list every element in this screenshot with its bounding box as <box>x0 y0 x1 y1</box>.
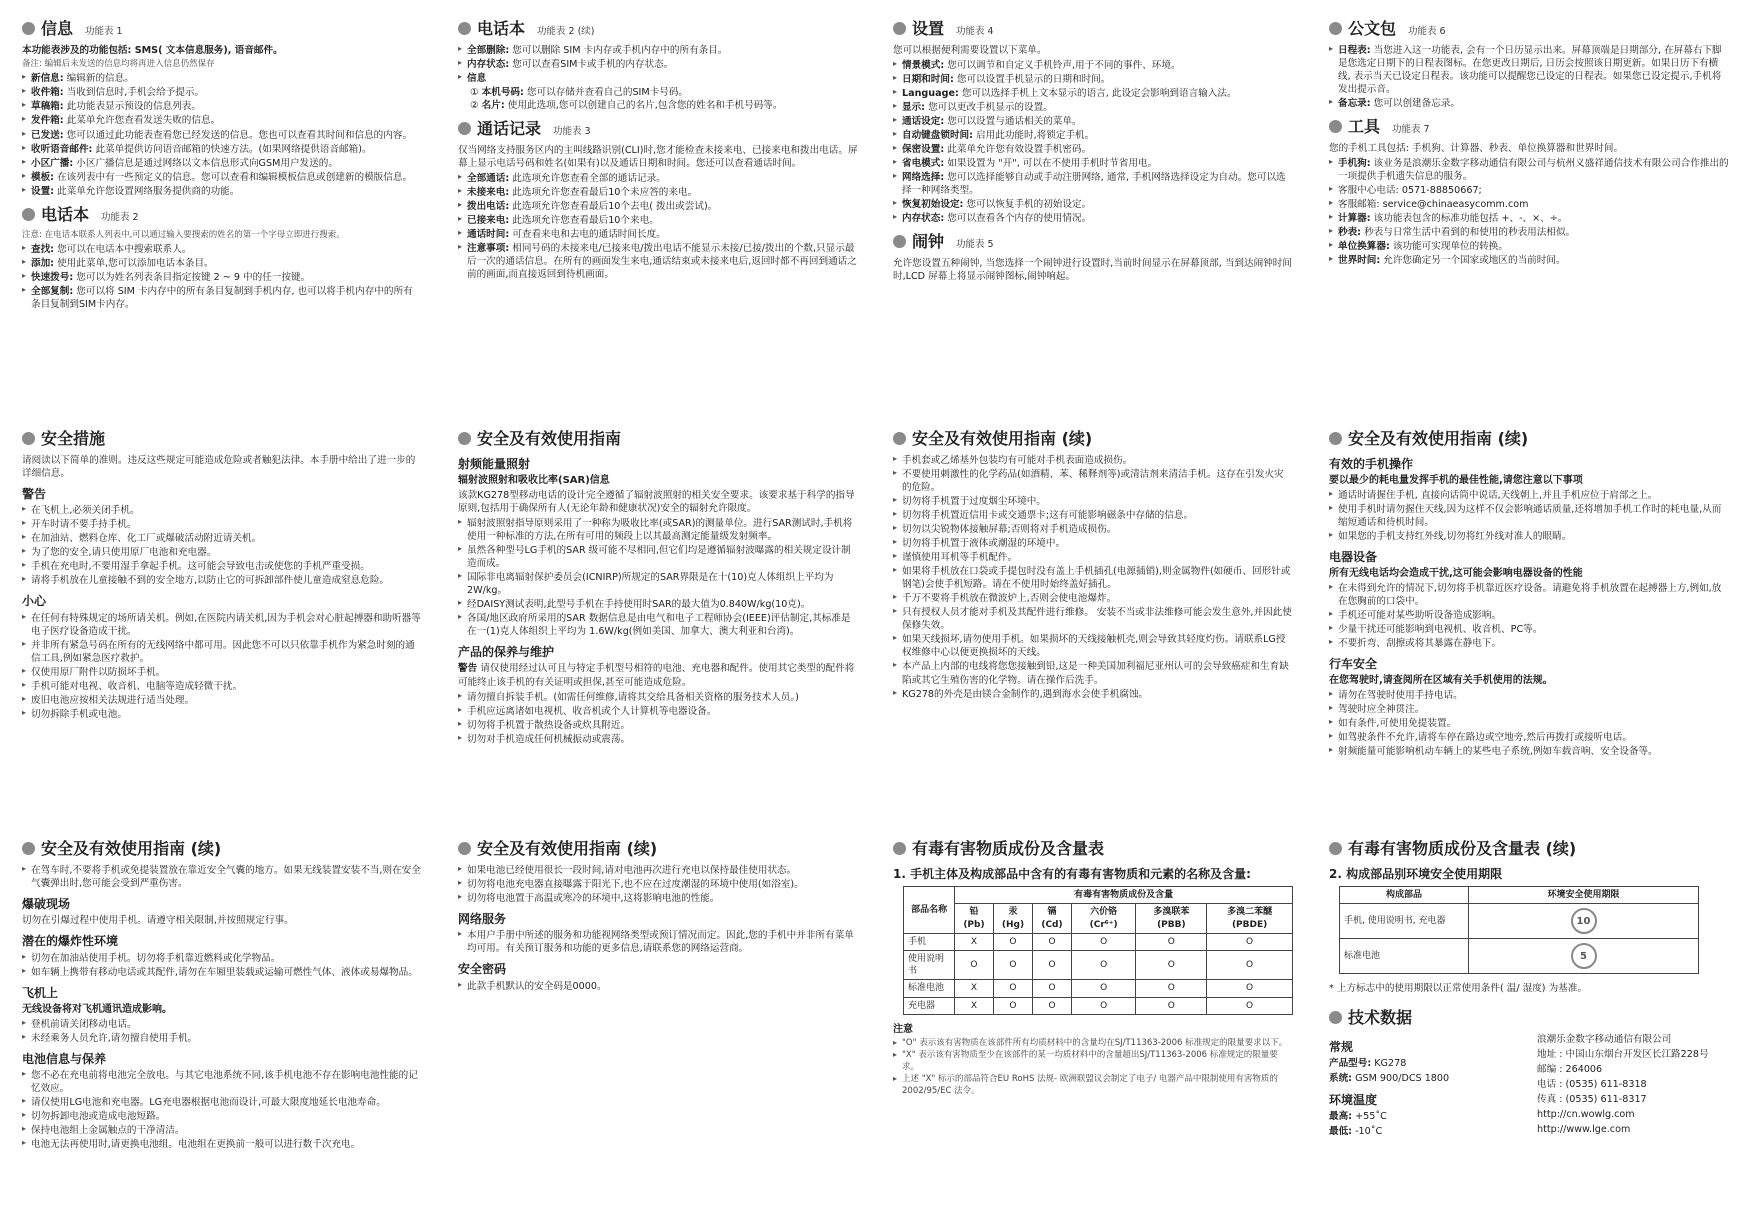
sub-list-item: ① 本机号码: 您可以存储并查看自己的SIM卡号码。 <box>470 86 689 98</box>
note-text: * 上方标志中的使用期限以正常使用条件( 温/ 湿度) 为基准。 <box>1329 983 1587 995</box>
section-title: 有毒有害物质成份及含量表 (续) <box>1348 839 1577 858</box>
section-title: 公文包 <box>1348 19 1397 38</box>
list-item: ▸ 计算器: 该功能表包含的标准功能包括 +、-、×、÷。 <box>1329 212 1729 225</box>
section-subtitle: 功能表 2 (续) <box>537 26 595 37</box>
table-cell: O <box>1033 951 1072 980</box>
section-settings <box>893 18 1293 225</box>
table-header: 环境安全使用期限 <box>1469 887 1699 904</box>
spec-model: 产品型号: KG278 <box>1329 1058 1407 1070</box>
list-item: ▸ 不要折弯、刮擦或将其暴露在静电下。 <box>1329 637 1729 650</box>
list-item: ▸ 请勿擅自拆装手机。(如需任何维修,请将其交给具备相关资格的服务技术人员。) <box>458 691 858 704</box>
panel-r1c2 <box>458 18 858 287</box>
section-title: 安全及有效使用指南 (续) <box>1348 429 1529 448</box>
recycle-period-icon: 5 <box>1571 943 1597 969</box>
list-item: ▸ 日程表: 当您进入这一功能表, 会有一个日历显示出来。屏幕顶端是日期部分, 在屏幕右下脚是您选定日期下的日程表图标。在您更改日期后, 日历会按照该日期更新。如果日历下有横线, 表示当天已设定日程表。该功能可以提醒您已设定的日程表。如果您已设定提示,手机将发出提示音。 <box>1329 44 1729 96</box>
list-item: ▸ 并非所有紧急号码在所有的无线网络中都可用。因此您不可以只依靠手机作为紧急时刻的通信工具,例如紧急医疗救护。 <box>22 639 422 665</box>
list-item: ▸ 在飞机上,必须关闭手机。 <box>22 504 422 517</box>
section-title: 电话本 <box>41 204 90 224</box>
subheading: 在您驾驶时,请查阅所在区域有关手机使用的法规。 <box>1329 675 1553 687</box>
section-bullet-icon <box>893 842 906 855</box>
item-list <box>458 172 858 281</box>
list-item: ▸ 千万不要将手机放在微波炉上,否则会使电池爆炸。 <box>893 592 1293 605</box>
table-row <box>904 951 1293 980</box>
section-call-log <box>458 118 858 281</box>
heading: 飞机上 <box>22 985 59 1000</box>
list-item: ▸ 切勿将手机置于液体或潮湿的环境中。 <box>893 537 1293 550</box>
intro-text: 本功能表涉及的功能包括: SMS( 文本信息服务), 语音邮件。 <box>22 44 283 56</box>
table-cell: O <box>1071 933 1136 950</box>
section-bullet-icon <box>22 22 35 35</box>
section-bullet-icon <box>22 432 35 445</box>
table-cell: 手机, 使用说明书, 充电器 <box>1340 904 1469 939</box>
list-item: ▸ 本用户手册中所述的服务和功能视网络类型或预订情况而定。因此,您的手机中并非所有菜单均可用。有关预订服务和功能的更多信息,请联系您的网络运营商。 <box>458 929 858 955</box>
company-line: 地址 : 中国山东烟台开发区长江路228号 <box>1537 1049 1709 1061</box>
table-cell: O <box>1207 933 1293 950</box>
table-cell: X <box>955 980 994 997</box>
section-title: 通话记录 <box>477 118 542 138</box>
list-item: ▸ 使用手机时请勿握住天线,因为这样不仅会影响通话质量,还将增加手机工作时的耗电量,从而缩短通话和待机时间。 <box>1329 503 1729 529</box>
section-bullet-icon <box>22 208 35 221</box>
heading: 射频能量照射 <box>458 456 531 471</box>
section-subtitle: 功能表 2 <box>101 211 139 223</box>
list-item: ▸ 切勿拆除手机或电池。 <box>22 708 422 721</box>
list-item: ▸ 情景模式: 您可以调节和自定义手机铃声,用于不同的事件、环境。 <box>893 59 1293 72</box>
section-subtitle: 功能表 7 <box>1392 123 1430 135</box>
list-item: ▸ 手机可能对电视、收音机、电脑等造成轻微干扰。 <box>22 680 422 693</box>
list-item: ▸ 新信息: 编辑新的信息。 <box>22 72 422 85</box>
subheading: 要以最少的耗电量发挥手机的最佳性能,请您注意以下事项 <box>1329 475 1583 487</box>
heading: 常规 <box>1329 1040 1354 1055</box>
list-item: ▸ 收件箱: 当收到信息时,手机会给予提示。 <box>22 86 422 99</box>
list-item: ▸ 手机应远离诸如电视机、收音机或个人计算机等电器设备。 <box>458 705 858 718</box>
paragraph: 切勿在引爆过程中使用手机。请遵守相关限制,并按照规定行事。 <box>22 915 294 927</box>
table-header: 有毒有害物质成份及含量 <box>955 887 1293 904</box>
table-header: 六价铬 (Cr⁶⁺) <box>1071 904 1136 933</box>
list-item: ▸ 如果天线损坏,请勿使用手机。如果损坏的天线接触机壳,则会导致其轻度灼伤。请联系LG授权维修中心以便更换损坏的天线。 <box>893 633 1293 659</box>
table-cell: O <box>993 933 1032 950</box>
item-list <box>458 517 858 638</box>
table-cell <box>1469 939 1699 974</box>
subheading: 所有无线电话均会造成干扰,这可能会影响电器设备的性能 <box>1329 568 1583 580</box>
section-title: 工具 <box>1348 116 1381 136</box>
section-bullet-icon <box>1329 842 1342 855</box>
list-item: ▸ 本产品上内部的电线将您您接触到铅,这是一种美国加利福尼亚州认可的会导致癌症和生育缺陷或其它生殖伤害的化学物。请在操作后洗手。 <box>893 660 1293 686</box>
item-list <box>22 504 422 587</box>
heading: 产品的保养与维护 <box>458 645 555 660</box>
list-item: ▸ 如车辆上携带有移动电话或其配件,请勿在车厢里装载或运输可燃性气体、液体或易爆物品。 <box>22 966 422 979</box>
note-list <box>893 1038 1293 1098</box>
heading: 行车安全 <box>1329 656 1378 671</box>
list-item: ▸ 在未得到允许的情况下,切勿将手机靠近医疗设备。请避免将手机放置在起搏器上方,例如,放在您胸前的口袋中。 <box>1329 582 1729 608</box>
list-item: ▸ 模板: 在该列表中有一些预定义的信息。您可以查看和编辑模板信息或创建新的模版信息。 <box>22 171 422 184</box>
table-cell <box>1469 904 1699 939</box>
table-cell: O <box>1136 997 1207 1014</box>
item-list <box>893 59 1293 226</box>
list-item: ▸ 切勿以尖锐物体接触屏幕;否则将对手机造成损伤。 <box>893 523 1293 536</box>
section-subtitle: 功能表 6 <box>1408 26 1446 37</box>
table-cell: O <box>1207 951 1293 980</box>
table-header: 部品名称 <box>904 887 955 934</box>
list-item: ▸ 内存状态: 您可以查看SIM卡或手机的内存状态。 <box>458 58 858 71</box>
company-info <box>1537 1033 1729 1140</box>
table-header: 多溴二苯醚(PBDE) <box>1207 904 1293 933</box>
list-item: ▸ 备忘录: 您可以创建备忘录。 <box>1329 97 1729 110</box>
list-item: ▸ 辐射波照射指导原则采用了一种称为吸收比率(或SAR)的测量单位。进行SAR测试时,手机将使用一种标准的方法,在所有可用的频段上以其最高测定能量级发射频率。 <box>458 517 858 543</box>
heading: 电器设备 <box>1329 549 1378 564</box>
list-item: ▸ 在加油站、燃料仓库、化工厂或爆破活动附近请关机。 <box>22 532 422 545</box>
table-row <box>904 980 1293 997</box>
list-item: ▸ 切勿将手机置近信用卡或交通票卡;这有可能影响磁条中存储的信息。 <box>893 509 1293 522</box>
section-subtitle: 功能表 4 <box>956 26 994 37</box>
list-item: ▸ 废旧电池应按相关法规进行适当处理。 <box>22 694 422 707</box>
paragraph: 警告 请仅使用经过认可且与特定手机型号相符的电池、充电器和配件。使用其它类型的配件将可能终止该手机的有关证明或担保,甚至可能造成危险。 <box>458 663 855 688</box>
item-list <box>458 691 858 746</box>
section-phonebook <box>22 204 422 312</box>
heading: 小心 <box>22 594 47 609</box>
list-item: ▸ 显示: 您可以更改手机显示的设置。 <box>893 101 1293 114</box>
list-item: ▸ 通话设定: 您可以设置与通话相关的菜单。 <box>893 115 1293 128</box>
list-item: ▸ 已发送: 您可以通过此功能表查看您已经发送的信息。您也可以查看其时间和信息的内容。 <box>22 129 422 142</box>
table-cell: 标准电池 <box>904 980 955 997</box>
heading: 网络服务 <box>458 911 507 926</box>
panel-r3c2 <box>458 838 858 994</box>
table-cell: 使用说明书 <box>904 951 955 980</box>
list-item: ▸ 保持电池组上金属触点的干净清洁。 <box>22 1124 422 1137</box>
section-alarm <box>893 231 1293 283</box>
table-header: 汞(Hg) <box>993 904 1032 933</box>
heading: 爆破现场 <box>22 896 71 911</box>
list-item: ▸ 您不必在充电前将电池完全放电。与其它电池系统不同,该手机电池不存在影响电池性能的记忆效应。 <box>22 1069 422 1095</box>
sub-item-list <box>458 86 858 112</box>
section-title: 闹钟 <box>912 232 945 252</box>
list-item: ▸ 全部通话: 此选项允许您查看全部的通话记录。 <box>458 172 858 185</box>
panel-r2c1 <box>22 428 422 722</box>
list-item: ▸ 通话时间: 可查看来电和去电的通话时间长度。 <box>458 228 858 241</box>
list-item: ▸ 已接来电: 此选项允许您查看最后10个来电。 <box>458 214 858 227</box>
table-cell: O <box>993 951 1032 980</box>
tech-data <box>1329 1033 1729 1140</box>
panel-r1c3 <box>893 18 1293 289</box>
list-item: ▸ 全部删除: 您可以删除 SIM 卡内存或手机内存中的所有条目。 <box>458 44 858 57</box>
list-item: ▸ 添加: 使用此菜单,您可以添加电话本条目。 <box>22 257 422 270</box>
list-item: ▸ 手机在充电时,不要用湿手拿起手机。这可能会导致电击或使您的手机严重受损。 <box>22 560 422 573</box>
list-item: ▸ 收听语音邮件: 此菜单提供访问语音邮箱的快速方法。(如果网络提供语音邮箱)。 <box>22 143 422 156</box>
table-header: 镉(Cd) <box>1033 904 1072 933</box>
heading: 警告 <box>22 486 47 501</box>
table-cell: O <box>1136 933 1207 950</box>
list-item: ▸ 如驾驶条件不允许,请将车停在路边或空地旁,然后再拨打或接听电话。 <box>1329 731 1729 744</box>
table-header: 铅(Pb) <box>955 904 994 933</box>
spec-max-temp: 最高: +55˚C <box>1329 1110 1387 1122</box>
list-item: ▸ "X" 表示该有害物质至少在该部件的某一均质材料中的含量超出SJ/T11363-2006 标准规定的限量要求。 <box>893 1050 1293 1073</box>
subheading: 注意 <box>893 1023 913 1035</box>
list-item: ▸ KG278的外壳是由镁合金制作的,遇到海水会使手机腐蚀。 <box>893 688 1293 701</box>
paragraph: 该款KG278型移动电话的设计完全遵循了辐射波照射的相关安全要求。该要求基于科学的指导原则,包括用于确保所有人(无论年龄和健康状况)安全的辐射允许限度。 <box>458 489 855 514</box>
list-item: ▸ 登机前请关闭移动电话。 <box>22 1018 422 1031</box>
section-tools <box>1329 116 1729 267</box>
intro-text: 您可以根据便利需要设置以下菜单。 <box>893 44 1047 56</box>
list-item: ▸ 请将手机放在儿童接触不到的安全地方,以防止它的可拆卸部件使儿童造成窒息危险。 <box>22 574 422 587</box>
list-item: ▸ 内存状态: 您可以查看各个内存的使用情况。 <box>893 212 1293 225</box>
list-item: ▸ 快速拨号: 您可以为姓名列表条目指定按键 2 ~ 9 中的任一按键。 <box>22 271 422 284</box>
heading: 2. 构成部品别环境安全使用期限 <box>1329 866 1503 881</box>
list-item: ▸ 信息 <box>458 72 858 85</box>
heading: 电池信息与保养 <box>22 1051 107 1066</box>
intro-text: 允许您设置五种闹钟, 当您选择一个闹钟进行设置时,当前时间显示在屏幕顶部, 当到达闹钟时间时,LCD 屏幕上将显示闹钟图标,闹钟响起。 <box>893 258 1292 283</box>
section-title: 电话本 <box>477 19 526 38</box>
panel-r2c3 <box>893 428 1293 702</box>
table-cell: O <box>1033 980 1072 997</box>
list-item: ▸ 拨出电话: 此选项允许您查看最后10个去电( 拨出或尝试)。 <box>458 200 858 213</box>
section-title: 有毒有害物质成份及含量表 <box>912 839 1105 858</box>
list-item: ▸ 此款手机默认的安全码是0000。 <box>458 980 858 993</box>
table-cell: O <box>1071 997 1136 1014</box>
item-list <box>22 1069 422 1151</box>
section-bullet-icon <box>893 22 906 35</box>
section-title: 安全及有效使用指南 <box>477 429 622 448</box>
list-item: ▸ 自动键盘锁时间: 启用此功能时,将锁定手机。 <box>893 129 1293 142</box>
table-cell: O <box>955 951 994 980</box>
table-cell: 标准电池 <box>1340 939 1469 974</box>
recycle-period-icon: 10 <box>1571 908 1597 934</box>
section-briefcase <box>1329 18 1729 110</box>
list-item: ▸ 谨慎使用耳机等手机配件。 <box>893 551 1293 564</box>
company-line: 传真 : (0535) 611-8317 <box>1537 1094 1647 1106</box>
list-item: ▸ 切勿拆卸电池或造成电池短路。 <box>22 1110 422 1123</box>
panel-r2c2 <box>458 428 858 747</box>
item-list <box>458 980 858 993</box>
table-row <box>904 997 1293 1014</box>
item-list <box>1329 489 1729 543</box>
section-bullet-icon <box>893 235 906 248</box>
section-bullet-icon <box>1329 1011 1342 1024</box>
company-line: 邮编 : 264006 <box>1537 1064 1603 1076</box>
section-phonebook-cont <box>458 18 858 112</box>
section-bullet-icon <box>458 122 471 135</box>
list-item: ▸ 小区广播: 小区广播信息是通过网络以文本信息形式向GSM用户发送的。 <box>22 157 422 170</box>
panel-r2c4 <box>1329 428 1729 759</box>
table-cell: 手机 <box>904 933 955 950</box>
item-list <box>22 952 422 979</box>
section-title: 信息 <box>41 19 74 38</box>
section-bullet-icon <box>458 432 471 445</box>
table-cell: X <box>955 997 994 1014</box>
list-item: ▸ 网络选择: 您可以选择能够自动或手动注册网络, 通常, 手机网络选择设定为自动。您可以选择一种网络类型。 <box>893 171 1293 197</box>
env-period-table <box>1339 886 1699 974</box>
table-header: 构成部品 <box>1340 887 1469 904</box>
list-item: ▸ 请勿在驾驶时使用手持电话。 <box>1329 689 1729 702</box>
subheading: 无线设备将对飞机通讯造成影响。 <box>22 1003 172 1015</box>
list-item: ▸ 切勿将电池置于高温或寒冷的环境中,这将影响电池的性能。 <box>458 892 858 905</box>
list-item: ▸ 射频能量可能影响机动车辆上的某些电子系统,例如车载音响、安全设备等。 <box>1329 745 1729 758</box>
list-item: ▸ 客服中心电话: 0571-88850667; <box>1329 184 1729 197</box>
list-item: ▸ 驾驶时应全神贯注。 <box>1329 703 1729 716</box>
list-item: ▸ 未经乘务人员允许,请勿擅自使用手机。 <box>22 1032 422 1045</box>
list-item: ▸ 请仅使用LG电池和充电器。LG充电器根据电池而设计,可最大限度地延长电池寿命。 <box>22 1096 422 1109</box>
table-row <box>904 933 1293 950</box>
section-title: 技术数据 <box>1348 1008 1413 1028</box>
table-row <box>1340 939 1699 974</box>
item-list <box>893 454 1293 701</box>
list-item: ▸ 秒表: 秒表与日常生活中看到的和使用的秒表用法相似。 <box>1329 226 1729 239</box>
list-item: ▸ 少量干扰还可能影响到电视机、收音机、PC等。 <box>1329 623 1729 636</box>
heading: 有效的手机操作 <box>1329 456 1414 471</box>
list-item: ▸ 未接来电: 此选项允许您查看最后10个未应答的来电。 <box>458 186 858 199</box>
list-item: ▸ 虽然各种型号LG手机的SAR 级可能不尽相同,但它们均是遵循辐射波曝露的相关规定设计制造而成。 <box>458 544 858 570</box>
list-item: ▸ 切勿对手机造成任何机械振动或震荡。 <box>458 733 858 746</box>
section-title: 安全措施 <box>41 429 106 448</box>
list-item: ▸ 切勿在加油站使用手机。切勿将手机靠近燃料或化学物品。 <box>22 952 422 965</box>
company-line: 电话 : (0535) 611-8318 <box>1537 1079 1647 1091</box>
table-cell: O <box>1136 980 1207 997</box>
toxic-substance-table <box>903 886 1293 1015</box>
list-item: ▸ 上述 "X" 标示的部品符合EU RoHS 法规- 欧洲联盟议会制定了电子/ 电器产品中限制使用有害物质的2002/95/EC 法令。 <box>893 1074 1293 1097</box>
heading: 1. 手机主体及构成部品中含有的有毒有害物质和元素的名称及含量: <box>893 866 1251 881</box>
section-title: 设置 <box>912 19 945 38</box>
list-item: ▸ 发件箱: 此菜单允许您查看发送失败的信息。 <box>22 114 422 127</box>
list-item: ▸ Language: 您可以选择手机上文本显示的语言, 此设定会影响到语言输入法。 <box>893 87 1293 100</box>
panel-r3c3 <box>893 838 1293 1098</box>
panel-r3c4 <box>1329 838 1729 1140</box>
list-item: ▸ 手机狗: 该业务是浪潮乐金数字移动通信有限公司与杭州义盛祥通信技术有限公司合作推出的一项提供手机遗失信息的服务。 <box>1329 157 1729 183</box>
item-list <box>458 929 858 955</box>
item-list <box>22 864 422 890</box>
list-item: ▸ 草稿箱: 此功能表显示预设的信息列表。 <box>22 100 422 113</box>
section-subtitle: 功能表 1 <box>85 26 123 37</box>
item-list <box>1329 582 1729 650</box>
list-item: ▸ 保密设置: 此菜单允许您有效设置手机密码。 <box>893 143 1293 156</box>
table-row <box>1340 904 1699 939</box>
table-cell: O <box>1207 997 1293 1014</box>
section-bullet-icon <box>22 842 35 855</box>
item-list <box>458 44 858 85</box>
list-item: ▸ 全部复制: 您可以将 SIM 卡内存中的所有条目复制到手机内存, 也可以将手机内存中的所有条目复制到SIM卡内存。 <box>22 285 422 311</box>
table-cell: 充电器 <box>904 997 955 1014</box>
list-item: ▸ 如果电池已经使用很长一段时间,请对电池再次进行充电以保持最佳使用状态。 <box>458 864 858 877</box>
list-item: ▸ 客服邮箱: service@chinaeasycomm.com <box>1329 198 1729 211</box>
list-item: ▸ 恢复初始设定: 您可以恢复手机的初始设定。 <box>893 198 1293 211</box>
list-item: ▸ 只有授权人员才能对手机及其配件进行维修。 安装不当或非法维修可能会发生意外,并因此使保修失效。 <box>893 606 1293 632</box>
list-item: ▸ 为了您的安全,请只使用原厂电池和充电器。 <box>22 546 422 559</box>
subheading: 辐射波照射和吸收比率(SAR)信息 <box>458 475 610 487</box>
table-cell: O <box>1071 980 1136 997</box>
table-cell: O <box>1207 980 1293 997</box>
table-cell: O <box>1033 933 1072 950</box>
note-text: 注意: 在电话本联系人列表中,可以通过输入要搜索的姓名的第一个字母立即进行搜索。 <box>22 229 345 240</box>
list-item: ▸ 如有条件,可使用免提装置。 <box>1329 717 1729 730</box>
section-title: 安全及有效使用指南 (续) <box>477 839 658 858</box>
intro-text: 仅当网络支持服务区内的主叫线路识别(CLI)时,您才能检查未接来电、已接来电和拨出电话。屏幕上显示电话号码和姓名(如果有)以及通话日期和时间。您还可以查看通话时间。 <box>458 144 858 169</box>
section-bullet-icon <box>1329 432 1342 445</box>
item-list <box>22 1018 422 1045</box>
section-bullet-icon <box>1329 120 1342 133</box>
section-title: 安全及有效使用指南 (续) <box>41 839 222 858</box>
panel-r1c4 <box>1329 18 1729 273</box>
company-line: http://www.lge.com <box>1537 1124 1631 1136</box>
list-item: ▸ 切勿将电池充电器直接曝露于阳光下,也不应在过度潮湿的环境中使用(如浴室)。 <box>458 878 858 891</box>
section-subtitle: 功能表 5 <box>956 239 994 251</box>
spec-system: 系统: GSM 900/DCS 1800 <box>1329 1073 1450 1085</box>
intro-text: 您的手机工具包括: 手机狗、计算器、秒表、单位换算器和世界时间。 <box>1329 142 1624 154</box>
list-item: ▸ 设置: 此菜单允许您设置网络服务提供商的功能。 <box>22 185 422 198</box>
heading: 潜在的爆炸性环境 <box>22 934 119 949</box>
item-list <box>22 612 422 721</box>
table-cell: O <box>1071 951 1136 980</box>
heading: 安全密码 <box>458 962 507 977</box>
section-messages <box>22 18 422 198</box>
table-cell: X <box>955 933 994 950</box>
list-item: ▸ 国际非电离辐射保护委员会(ICNIRP)所规定的SAR界限是在十(10)克人体组织上平均为2W/kg。 <box>458 571 858 597</box>
list-item: ▸ 查找: 您可以在电话本中搜索联系人。 <box>22 243 422 256</box>
note-text: 备注: 编辑后未发送的信息均将再进入信息仍然保存 <box>22 58 215 69</box>
list-item: ▸ 单位换算器: 该功能可实现单位的转换。 <box>1329 240 1729 253</box>
item-list <box>458 864 858 905</box>
table-cell: O <box>993 980 1032 997</box>
company-line: 浪潮乐金数字移动通信有限公司 <box>1537 1034 1672 1046</box>
panel-r3c1 <box>22 838 422 1152</box>
list-item: ▸ 日期和时间: 您可以设置手机显示的日期和时间。 <box>893 73 1293 86</box>
section-bullet-icon <box>458 22 471 35</box>
item-list <box>1329 689 1729 758</box>
list-item: ▸ 省电模式: 如果设置为 "开", 可以在不使用手机时节省用电。 <box>893 157 1293 170</box>
section-bullet-icon <box>893 432 906 445</box>
list-item: ▸ 切勿将手机置于散热设备或炊具附近。 <box>458 719 858 732</box>
item-list <box>1329 157 1729 267</box>
list-item: ▸ 注意事项: 相同号码的未接来电/已接来电/拨出电话不能显示未接/已接/拨出的个数,只显示最后一次的通话信息。在所有的画面发生来电,通话结束或未接来电后,返回时都不再回到通话之前的画面,而直接返回到待机画面。 <box>458 242 858 281</box>
item-list <box>22 72 422 197</box>
list-item: ▸ 各国/地区政府所采用的SAR 数据信息是由电气和电子工程师协会(IEEE)评估制定,其标准是在一(1)克人体组织上平均为 1.6W/kg(例如美国、加拿大、澳大利亚和台湾)。 <box>458 612 858 638</box>
section-bullet-icon <box>458 842 471 855</box>
list-item: ▸ 仅使用原厂附件以防损坏手机。 <box>22 666 422 679</box>
heading: 环境温度 <box>1329 1092 1378 1107</box>
section-subtitle: 功能表 3 <box>553 125 591 137</box>
section-title: 安全及有效使用指南 (续) <box>912 429 1093 448</box>
list-item: ▸ 手机套或乙烯基外包装均有可能对手机表面造成损伤。 <box>893 454 1293 467</box>
list-item: ▸ "O" 表示该有害物质在该部件所有均质材料中的含量均在SJ/T11363-2006 标准规定的限量要求以下。 <box>893 1038 1293 1050</box>
intro-text: 请阅读以下简单的准则。违反这些规定可能造成危险或者触犯法律。本手册中给出了进一步的详细信息。 <box>22 454 416 479</box>
list-item: ▸ 在驾车时,不要将手机或免提装置放在靠近安全气囊的地方。如果无线装置安装不当,则在安全气囊弹出时,您可能会受到严重伤害。 <box>22 864 422 890</box>
table-cell: O <box>993 997 1032 1014</box>
sub-list-item: ② 名片: 使用此选项,您可以创建自己的名片,包含您的姓名和手机号码等。 <box>470 99 783 111</box>
list-item: ▸ 切勿将手机置于过度烟尘环境中。 <box>893 495 1293 508</box>
list-item: ▸ 电池无法再使用时,请更换电池组。电池组在更换前一般可以进行数千次充电。 <box>22 1138 422 1151</box>
tech-specs <box>1329 1033 1521 1140</box>
list-item: ▸ 开车时请不要手持手机。 <box>22 518 422 531</box>
company-line: http://cn.wowlg.com <box>1537 1109 1635 1121</box>
item-list <box>22 243 422 311</box>
item-list <box>1329 44 1729 110</box>
table-cell: O <box>1136 951 1207 980</box>
list-item: ▸ 在任何有特殊规定的场所请关机。例如,在医院内请关机,因为手机会对心脏起搏器和助听器等电子医疗设备造成干扰。 <box>22 612 422 638</box>
table-cell: O <box>1033 997 1072 1014</box>
list-item: ▸ 如果将手机放在口袋或手提包时没有盖上手机插孔(电源插销),则金属物件(如硬币、回形针或钢笔)会使手机短路。请在不使用时始终盖好插孔。 <box>893 565 1293 591</box>
section-bullet-icon <box>1329 22 1342 35</box>
table-header: 多溴联苯(PBB) <box>1136 904 1207 933</box>
list-item: ▸ 经DAISY测试表明,此型号手机在手持使用时SAR的最大值为0.840W/kg(10克)。 <box>458 598 858 611</box>
list-item: ▸ 不要使用刺激性的化学药品(如酒精、苯、稀释剂等)或清洁剂来清洁手机。这存在引发火灾的危险。 <box>893 468 1293 494</box>
list-item: ▸ 通话时请握住手机, 直接向话筒中说话,天线朝上,并且手机应位于肩部之上。 <box>1329 489 1729 502</box>
spec-min-temp: 最低: -10˚C <box>1329 1125 1383 1137</box>
list-item: ▸ 手机还可能对某些助听设备造成影响。 <box>1329 609 1729 622</box>
panel-r1c1 <box>22 18 422 317</box>
list-item: ▸ 世界时间: 允许您确定另一个国家或地区的当前时间。 <box>1329 254 1729 267</box>
list-item: ▸ 如果您的手机支持红外线,切勿将红外线对准人的眼睛。 <box>1329 530 1729 543</box>
